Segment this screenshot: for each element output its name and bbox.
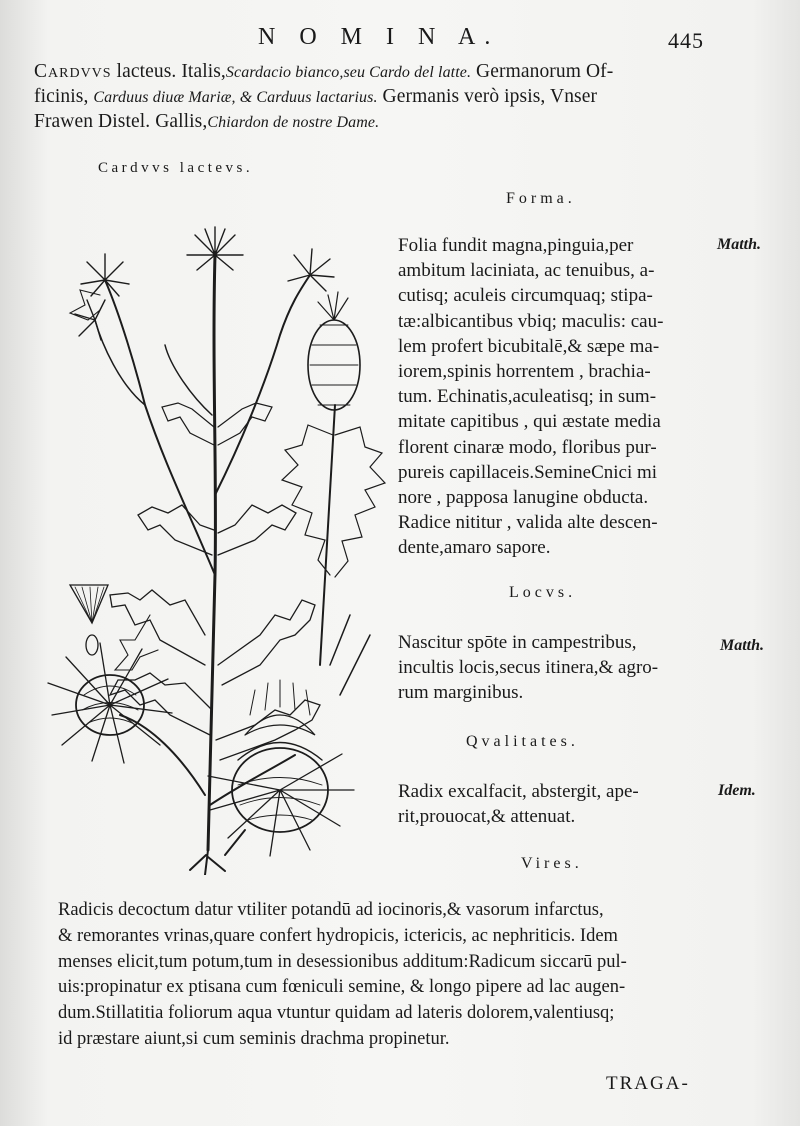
text-line: Radix excalfacit, abstergit, ape- bbox=[398, 781, 639, 802]
catchword: TRAGA- bbox=[606, 1073, 690, 1094]
page-number: 445 bbox=[668, 28, 704, 53]
text-line: cutisq; aculeis circumquaq; stipa- bbox=[398, 285, 653, 307]
text-line: & remorantes vrinas,quare confert hydropicis, ictericis, ac nephriticis. Idem bbox=[58, 925, 618, 946]
intro-italic-name: Scardacio bianco,seu Cardo del latte. bbox=[225, 64, 472, 81]
text-line: rum marginibus. bbox=[398, 682, 524, 704]
intro-line bbox=[34, 86, 597, 108]
intro-line bbox=[34, 111, 379, 133]
margin-note-matth: Matth. bbox=[717, 236, 762, 253]
section-heading-forma: Forma. bbox=[506, 190, 576, 207]
text-line: rit,prouocat,& attenuat. bbox=[398, 806, 576, 828]
section-heading-vires: Vires. bbox=[521, 855, 583, 872]
section-text-qualitates bbox=[398, 779, 639, 829]
section-heading-qualitates: Qvalitates. bbox=[466, 733, 579, 750]
milk-thistle-woodcut bbox=[40, 195, 390, 875]
text-line: florent cinaræ modo, floribus pur- bbox=[398, 436, 657, 458]
text-line: Radice nititur , valida alte descen- bbox=[398, 512, 658, 534]
intro-text: Germanis verò ipsis, Vnser bbox=[377, 86, 598, 107]
intro-italic-name: Carduus diuæ Mariæ, & Carduus lactarius. bbox=[93, 89, 378, 106]
intro-text: Germanorum Of- bbox=[471, 61, 614, 82]
text-line: Folia fundit magna,pinguia,per bbox=[398, 235, 634, 256]
text-line: pureis capillaceis.SemineCnici mi bbox=[398, 461, 658, 483]
text-line: id præstare aiunt,si cum seminis drachma propinetur. bbox=[58, 1028, 450, 1049]
section-heading-locus: Locvs. bbox=[509, 584, 577, 601]
text-line: uis:propinatur ex ptisana cum fœniculi semine, & longo pipere ad lac augen- bbox=[58, 977, 626, 998]
text-line: tum. Echinatis,aculeatisq; in sum- bbox=[398, 386, 657, 408]
text-line: dum.Stillatitia foliorum aqua vtuntur quidam ad lateris dolorem,valentiusq; bbox=[58, 1003, 615, 1024]
text-line: dente,amaro sapore. bbox=[398, 537, 551, 559]
intro-text: Gallis, bbox=[150, 111, 208, 132]
text-line: ambitum laciniata, ac tenuibus, a- bbox=[398, 260, 655, 282]
figure-caption: Cardvvs lactevs. bbox=[98, 160, 254, 176]
text-line: mitate capitibus , qui æstate media bbox=[398, 411, 661, 433]
intro-lead-word: Cardvvs bbox=[34, 61, 112, 82]
intro-text: lacteus. Italis, bbox=[111, 61, 226, 82]
text-line: lem profert bicubitalē,& sæpe ma- bbox=[398, 335, 660, 357]
text-line: menses elicit,tum potum,tum in desessionibus additum:Radicum siccarū pul- bbox=[58, 951, 627, 972]
intro-blackletter-name: Frawen Distel. bbox=[34, 111, 151, 132]
text-line: iorem,spinis horrentem , brachia- bbox=[398, 361, 651, 383]
section-text-forma bbox=[398, 233, 663, 561]
text-line: Nascitur spōte in campestribus, bbox=[398, 632, 637, 653]
section-text-vires bbox=[58, 898, 627, 1053]
text-line: nore , papposa lanugine obducta. bbox=[398, 487, 649, 509]
margin-note-idem: Idem. bbox=[718, 782, 756, 799]
margin-note-matth: Matth. bbox=[720, 637, 765, 654]
text-line: incultis locis,secus itinera,& agro- bbox=[398, 657, 659, 679]
intro-text: ficinis, bbox=[34, 86, 94, 107]
running-head: N O M I N A. bbox=[258, 24, 500, 50]
section-text-locus bbox=[398, 630, 658, 706]
text-line: tæ:albicantibus vbiq; maculis: cau- bbox=[398, 310, 664, 332]
intro-italic-name: Chiardon de nostre Dame. bbox=[207, 114, 380, 131]
intro-line bbox=[34, 61, 613, 83]
text-line: Radicis decoctum datur vtiliter potandū ad iocinoris,& vasorum infarctus, bbox=[58, 900, 604, 920]
